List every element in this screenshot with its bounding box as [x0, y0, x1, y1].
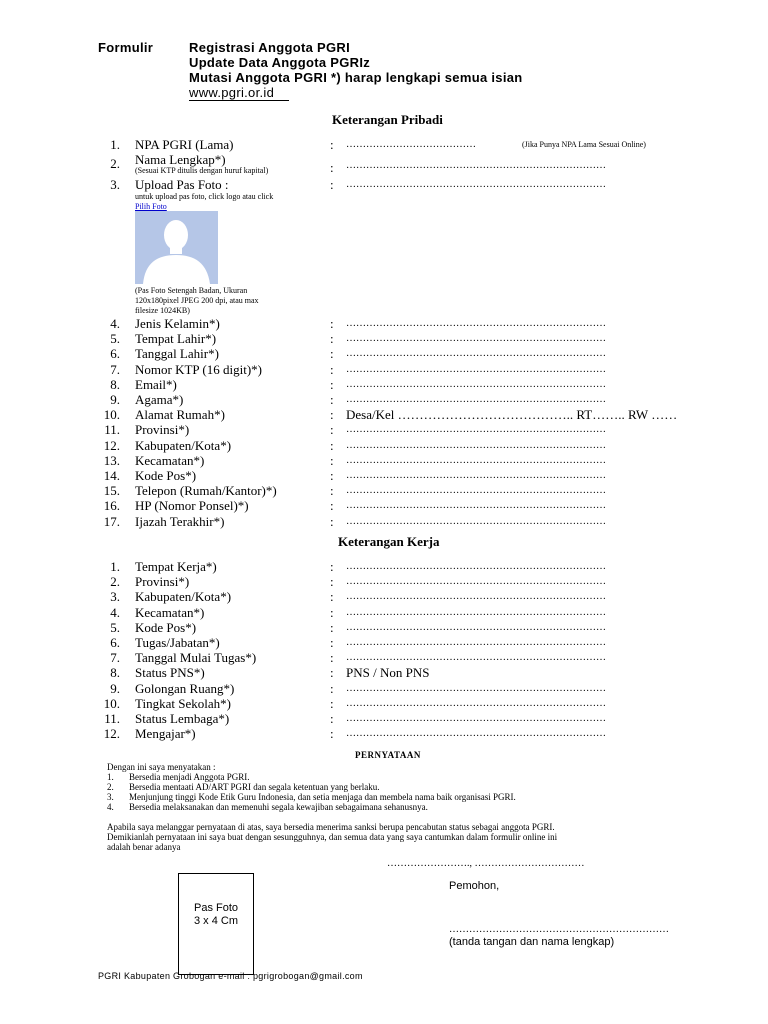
field-row: [0, 498, 768, 514]
website-underline: [189, 100, 289, 101]
field-row: [0, 422, 768, 438]
pas-foto-size: 3 x 4 Cm: [193, 915, 238, 927]
field-number: 6.: [110, 346, 120, 362]
field-number: 3.: [110, 589, 120, 605]
field-input-line[interactable]: ……………………………………………………………………: [346, 470, 606, 481]
field-label: Upload Pas Foto :: [135, 177, 229, 192]
field-colon: :: [330, 376, 334, 392]
field-label: Kecamatan*): [135, 604, 205, 620]
field-input-line[interactable]: ……………………………………………………………………: [346, 378, 606, 390]
field-colon: :: [330, 392, 334, 407]
field-colon: :: [330, 695, 334, 711]
field-label: Tempat Kerja*): [135, 559, 217, 574]
pernyataan-item: [107, 772, 249, 782]
nama-note: (Sesuai KTP ditulis dengan huruf kapital): [135, 166, 269, 175]
field-label: Tanggal Mulai Tugas*): [135, 650, 257, 666]
field-input-line[interactable]: ……………………………………………………………………: [346, 728, 606, 740]
field-label: Telepon (Rumah/Kantor)*): [135, 483, 277, 499]
field-input-line[interactable]: ……………………………………………………………………: [346, 363, 606, 375]
photo-upload-avatar[interactable]: [135, 211, 218, 284]
field-input-line[interactable]: PNS / Non PNS: [346, 665, 430, 681]
field-row: [0, 589, 768, 605]
field-label: Jenis Kelamin*): [135, 316, 220, 331]
field-label: Golongan Ruang*): [135, 680, 235, 696]
field-row: [0, 681, 768, 697]
field-row: [0, 453, 768, 469]
field-label: Nama Lengkap*): [135, 152, 226, 167]
person-silhouette-icon: [135, 211, 218, 284]
field-input-line[interactable]: ……………………………………………………………………: [346, 515, 606, 527]
pernyataan-item-number: 3.: [107, 792, 114, 802]
field-colon: :: [330, 361, 334, 377]
field-colon: :: [330, 422, 334, 438]
field-label: Tanggal Lahir*): [135, 346, 219, 362]
field-input-line[interactable]: ……………………………………………………………………: [346, 394, 606, 405]
field-colon: :: [330, 331, 334, 347]
pernyataan-item-text: Bersedia menjadi Anggota PGRI.: [129, 772, 250, 782]
website-text[interactable]: www.pgri.or.id: [189, 85, 275, 100]
signature-line[interactable]: …………………………………………………………: [449, 924, 669, 935]
field-input-line[interactable]: ……………………………………………………………………: [346, 454, 606, 466]
field-colon: :: [330, 726, 334, 742]
field-input-line[interactable]: ……………………………………………………………………: [346, 424, 606, 436]
field-label: Tempat Lahir*): [135, 331, 217, 347]
field-number: 9.: [110, 680, 120, 696]
pernyataan-para-1: Apabila saya melanggar pernyataan di atas, saya bersedia menerima sanksi berupa pencabutan status sebagai anggota PGRI.: [107, 822, 555, 832]
signature-caption: (tanda tangan dan nama lengkap): [449, 936, 615, 948]
field-row: [0, 514, 768, 530]
field-colon: :: [330, 635, 334, 650]
field-input-line[interactable]: ……………………………………………………………………: [346, 500, 606, 512]
photo-caption-2: 120x180pixel JPEG 200 dpi, atau max: [135, 296, 259, 305]
field-number: 6.: [110, 635, 120, 650]
pernyataan-item-text: Menjunjung tinggi Kode Etik Guru Indonesia, dan setia menjaga dan membela nama baik organisasi PGRI.: [129, 792, 516, 802]
field-number: 17.: [103, 513, 120, 529]
pernyataan-item: [107, 802, 428, 812]
field-row: [0, 696, 768, 712]
field-number: 8.: [110, 376, 120, 392]
field-input-line[interactable]: ……………………………………………………………………: [346, 333, 606, 345]
field-row: [0, 331, 768, 347]
upload-input-line: ……………………………………………………………………: [346, 179, 606, 190]
pernyataan-para-2b: adalah benar adanya: [107, 842, 181, 852]
section-title-pribadi: Keterangan Pribadi: [332, 112, 443, 127]
field-label: Tugas/Jabatan*): [135, 635, 220, 650]
upload-instruction: untuk upload pas foto, click logo atau click: [135, 192, 274, 201]
field-colon: :: [330, 498, 334, 514]
field-label: HP (Nomor Ponsel)*): [135, 498, 249, 514]
field-input-line[interactable]: Desa/Kel ………………………………….. RT…….. RW ……: [346, 407, 678, 423]
field-colon: :: [330, 160, 334, 175]
field-row: [0, 362, 768, 378]
field-row: [0, 726, 768, 742]
pernyataan-item-text: Bersedia melaksanakan dan memenuhi segala kewajiban sebagaimana sehanusnya.: [129, 802, 428, 812]
field-number: 3.: [110, 177, 120, 192]
field-number: 12.: [103, 437, 120, 453]
field-label: Ijazah Terakhir*): [135, 513, 225, 529]
field-input-line[interactable]: ……………………………………………………………………: [346, 576, 606, 588]
pernyataan-item-number: 1.: [107, 772, 114, 782]
field-input-line[interactable]: ……………………………………………………………………: [346, 697, 606, 709]
field-number: 8.: [110, 665, 120, 681]
pernyataan-item: [107, 782, 379, 792]
section-title-kerja: Keterangan Kerja: [338, 534, 440, 549]
field-number: 11.: [104, 711, 120, 726]
header-line-update: Update Data Anggota PGRIz: [189, 55, 371, 70]
field-colon: :: [330, 589, 334, 605]
field-number: 5.: [110, 619, 120, 635]
field-input-line[interactable]: ……………………………………………………………………: [346, 591, 606, 603]
field-number: 4.: [110, 604, 120, 620]
field-row: [0, 407, 768, 423]
field-input-line[interactable]: ……………………………………………………………………: [346, 348, 606, 360]
field-label: Mengajar*): [135, 726, 196, 742]
field-number: 7.: [110, 650, 120, 666]
field-number: 1.: [110, 559, 120, 574]
pernyataan-item: [107, 792, 516, 802]
field-row-npa: [0, 137, 768, 153]
field-input-line[interactable]: ……………………………………………………………………: [346, 682, 606, 694]
footer-contact: PGRI Kabupaten Grobogan e-mail : pgrigrobogan@gmail.com: [98, 971, 363, 981]
pernyataan-title: PERNYATAAN: [355, 750, 421, 760]
field-row: [0, 483, 768, 499]
field-row: [0, 605, 768, 621]
field-label: Provinsi*): [135, 422, 190, 438]
field-input-line[interactable]: ……………………………………………………………………: [346, 318, 606, 329]
field-label: Status Lembaga*): [135, 711, 230, 726]
field-row: [0, 438, 768, 454]
field-input-line[interactable]: ……………………………………………………………………: [346, 713, 606, 724]
field-number: 10.: [103, 407, 120, 423]
field-row: [0, 620, 768, 636]
pernyataan-item-text: Bersedia mentaati AD/ART PGRI dan segala ketentuan yang berlaku.: [129, 782, 380, 792]
field-label: Kabupaten/Kota*): [135, 437, 232, 453]
pernyataan-item-number: 4.: [107, 802, 114, 812]
field-colon: :: [330, 137, 334, 152]
field-label: Kecamatan*): [135, 452, 205, 468]
date-place-line[interactable]: ……………………., ……………………………: [387, 858, 585, 869]
field-input-line[interactable]: ……………………………………………………………………: [346, 439, 606, 451]
pernyataan-para-2a: Demikianlah pernyataan ini saya buat dengan sesungguhnya, dan semua data yang saya cantumkan dalam formulir online ini: [107, 832, 558, 842]
field-colon: :: [330, 513, 334, 529]
field-colon: :: [330, 650, 334, 666]
field-row: [0, 711, 768, 727]
field-label: Kode Pos*): [135, 468, 197, 483]
photo-caption-3: filesize 1024KB): [135, 306, 190, 315]
field-colon: :: [330, 177, 334, 192]
field-colon: :: [330, 452, 334, 468]
pas-foto-box: [178, 873, 254, 975]
field-row: [0, 346, 768, 362]
field-row: [0, 316, 768, 332]
field-input-line[interactable]: ……………………………………………………………………: [346, 606, 606, 618]
field-label: Nomor KTP (16 digit)*): [135, 361, 262, 377]
field-number: 13.: [103, 452, 120, 468]
photo-caption-1: (Pas Foto Setengah Badan, Ukuran: [135, 286, 248, 295]
field-number: 2.: [110, 156, 120, 171]
field-input-line[interactable]: ……………………………………………………………………: [346, 561, 606, 572]
field-number: 10.: [103, 695, 120, 711]
field-label: Alamat Rumah*): [135, 407, 225, 423]
field-colon: :: [330, 574, 334, 590]
field-row: [0, 665, 768, 681]
header-line-mutasi: Mutasi Anggota PGRI *) harap lengkapi semua isian: [189, 70, 523, 85]
field-row: [0, 559, 768, 575]
field-row: [0, 468, 768, 484]
field-colon: :: [330, 346, 334, 362]
field-number: 1.: [110, 137, 120, 152]
pas-foto-label: Pas Foto: [193, 902, 239, 914]
field-number: 14.: [103, 468, 120, 483]
pernyataan-intro: Dengan ini saya menyatakan :: [107, 762, 216, 772]
header-line-registrasi: Registrasi Anggota PGRI: [189, 40, 350, 55]
field-label: Kode Pos*): [135, 619, 197, 635]
field-number: 4.: [110, 316, 120, 331]
field-colon: :: [330, 711, 334, 726]
field-colon: :: [330, 316, 334, 331]
field-number: 2.: [110, 574, 120, 590]
npa-note: (Jika Punya NPA Lama Sesuai Online): [522, 140, 646, 149]
field-number: 7.: [110, 361, 120, 377]
field-number: 12.: [103, 726, 120, 742]
npa-input-line[interactable]: …………………………………: [346, 139, 476, 150]
pilih-foto-link[interactable]: Pilih Foto: [135, 202, 167, 211]
field-input-line[interactable]: ……………………………………………………………………: [346, 652, 606, 664]
field-input-line[interactable]: ……………………………………………………………………: [346, 621, 606, 633]
field-label: Kabupaten/Kota*): [135, 589, 232, 605]
field-colon: :: [330, 680, 334, 696]
field-colon: :: [330, 483, 334, 499]
field-row-upload: [0, 177, 768, 193]
field-number: 11.: [104, 422, 120, 438]
field-input-line[interactable]: ……………………………………………………………………: [346, 637, 606, 648]
field-colon: :: [330, 407, 334, 423]
field-row: [0, 650, 768, 666]
field-label: NPA PGRI (Lama): [135, 137, 234, 152]
field-label: Provinsi*): [135, 574, 190, 590]
field-label: Tingkat Sekolah*): [135, 695, 231, 711]
field-number: 15.: [103, 483, 120, 499]
field-input-line[interactable]: ……………………………………………………………………: [346, 485, 606, 497]
field-colon: :: [330, 437, 334, 453]
nama-input-line[interactable]: ……………………………………………………………………: [346, 160, 606, 171]
field-colon: :: [330, 468, 334, 483]
field-row: [0, 377, 768, 393]
field-colon: :: [330, 665, 334, 681]
field-row: [0, 574, 768, 590]
formulir-label: Formulir: [98, 40, 154, 55]
field-number: 5.: [110, 331, 120, 347]
field-label: Email*): [135, 376, 177, 392]
field-colon: :: [330, 559, 334, 574]
field-label: Status PNS*): [135, 665, 205, 681]
field-label: Agama*): [135, 392, 184, 407]
field-row: [0, 635, 768, 651]
pernyataan-item-number: 2.: [107, 782, 114, 792]
field-number: 16.: [103, 498, 120, 514]
field-row: [0, 392, 768, 408]
field-colon: :: [330, 604, 334, 620]
website-link[interactable]: [189, 85, 274, 100]
field-number: 9.: [110, 392, 120, 407]
field-colon: :: [330, 619, 334, 635]
pemohon-label: Pemohon,: [449, 880, 500, 892]
